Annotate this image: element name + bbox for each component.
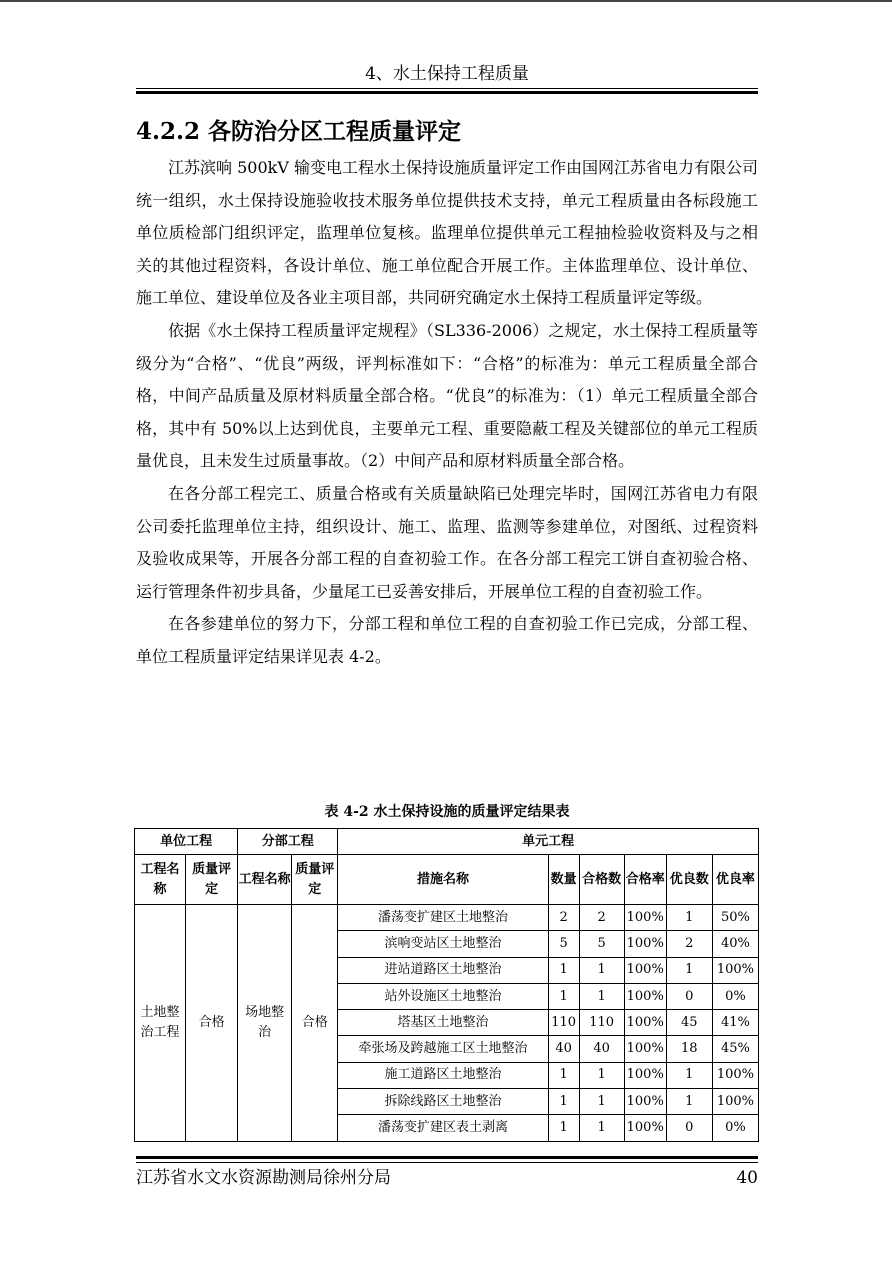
table-column-header-row <box>135 855 759 905</box>
cell-count: 2 <box>548 905 579 931</box>
group-header-unit: 单位工程 <box>135 829 238 855</box>
col-header-measure: 措施名称 <box>338 855 548 905</box>
cell-measure: 塔基区土地整治 <box>338 1010 548 1036</box>
cell-excellent-rate: 0% <box>712 1115 758 1141</box>
cell-measure: 潘荡变扩建区表土剥离 <box>338 1115 548 1141</box>
cell-pass-rate: 100% <box>624 1089 666 1115</box>
cell-qualified: 110 <box>579 1010 624 1036</box>
cell-pass-rate: 100% <box>624 1036 666 1062</box>
col-header-excellent-rate: 优良率 <box>712 855 758 905</box>
footer-rule-thick <box>136 1156 758 1159</box>
cell-count: 5 <box>548 931 579 957</box>
cell-qualified: 2 <box>579 905 624 931</box>
cell-excellent: 18 <box>666 1036 712 1062</box>
cell-qualified: 1 <box>579 983 624 1009</box>
table-group-header-row <box>135 829 759 855</box>
cell-count: 110 <box>548 1010 579 1036</box>
col-header-sub-grade: 质量评定 <box>292 855 338 905</box>
cell-pass-rate: 100% <box>624 1115 666 1141</box>
cell-pass-rate: 100% <box>624 1062 666 1088</box>
paragraph-1: 江苏滨响 500kV 输变电工程水土保持设施质量评定工作由国网江苏省电力有限公司统一组织，水土保持设施验收技术服务单位提供技术支持，单元工程质量由各标段施工单位质检部门组织评定，监理单位复核。监理单位提供单元工程抽检验收资料及与之相关的其他过程资料，各设计单位、施工单位配合开展工作。主体监理单位、设计单位、施工单位、建设单位及各业主项目部，共同研究确定水土保持工程质量评定等级。 <box>136 158 758 308</box>
cell-excellent-rate: 50% <box>712 905 758 931</box>
cell-qualified: 1 <box>579 957 624 983</box>
cell-excellent: 1 <box>666 957 712 983</box>
cell-count: 1 <box>548 1062 579 1088</box>
cell-measure: 潘荡变扩建区土地整治 <box>338 905 548 931</box>
cell-qualified: 1 <box>579 1089 624 1115</box>
cell-excellent: 2 <box>666 931 712 957</box>
col-header-excellent: 优良数 <box>666 855 712 905</box>
cell-measure: 拆除线路区土地整治 <box>338 1089 548 1115</box>
cell-count: 1 <box>548 983 579 1009</box>
cell-excellent-rate: 45% <box>712 1036 758 1062</box>
cell-excellent: 45 <box>666 1010 712 1036</box>
cell-measure: 站外设施区土地整治 <box>338 983 548 1009</box>
unit-project-name: 土地整治工程 <box>135 905 186 1142</box>
paragraph-3: 在各分部工程完工、质量合格或有关质量缺陷已处理完毕时，国网江苏省电力有限公司委托监理单位主持，组织设计、施工、监理、监测等参建单位，对图纸、过程资料及验收成果等，开展各分部工程的自查初验工作。在各分部工程完工饼自查初验合格、运行管理条件初步具备，少量尾工已妥善安排后，开展单位工程的自查初验工作。 <box>136 483 758 601</box>
sub-project-grade: 合格 <box>292 905 338 1142</box>
col-header-unit-name: 工程名称 <box>135 855 186 905</box>
cell-measure: 施工道路区土地整治 <box>338 1062 548 1088</box>
cell-measure: 进站道路区土地整治 <box>338 957 548 983</box>
cell-count: 40 <box>548 1036 579 1062</box>
table-row <box>135 905 759 931</box>
col-header-qualified: 合格数 <box>579 855 624 905</box>
cell-qualified: 1 <box>579 1115 624 1141</box>
table-caption: 表 4-2 水土保持设施的质量评定结果表 <box>324 804 570 820</box>
cell-count: 1 <box>548 1115 579 1141</box>
cell-excellent: 1 <box>666 1089 712 1115</box>
cell-pass-rate: 100% <box>624 905 666 931</box>
page-number: 40 <box>736 1168 758 1188</box>
header-rule-thin <box>136 88 758 89</box>
header-rule-thick <box>136 91 758 94</box>
cell-excellent: 0 <box>666 1115 712 1141</box>
cell-measure: 牵张场及跨越施工区土地整治 <box>338 1036 548 1062</box>
group-header-element: 单元工程 <box>338 829 759 855</box>
sub-project-name: 场地整治 <box>238 905 292 1142</box>
cell-pass-rate: 100% <box>624 957 666 983</box>
cell-excellent: 1 <box>666 905 712 931</box>
paragraph-2: 依据《水土保持工程质量评定规程》（SL336-2006）之规定，水土保持工程质量等级分为“合格”、“优良”两级，评判标准如下：“合格”的标准为：单元工程质量全部合格，中间产品质量及原材料质量全部合格。“优良”的标准为：（1）单元工程质量全部合格，其中有 50%以上达到优良，主要单元工程、重要隐蔽工程及关键部位的单元工程质量优良，且未发生过质量事故。（2）中间产品和原材料质量全部合格。 <box>136 320 758 471</box>
cell-excellent: 0 <box>666 983 712 1009</box>
col-header-count: 数量 <box>548 855 579 905</box>
section-title: 4.2.2 各防治分区工程质量评定 <box>136 118 462 145</box>
cell-pass-rate: 100% <box>624 983 666 1009</box>
group-header-sub: 分部工程 <box>238 829 338 855</box>
cell-excellent-rate: 0% <box>712 983 758 1009</box>
cell-excellent-rate: 100% <box>712 1089 758 1115</box>
cell-excellent-rate: 40% <box>712 931 758 957</box>
paragraph-4: 在各参建单位的努力下，分部工程和单位工程的自查初验工作已完成，分部工程、单位工程质量评定结果详见表 4-2。 <box>136 614 758 666</box>
unit-project-grade: 合格 <box>186 905 238 1142</box>
cell-excellent-rate: 41% <box>712 1010 758 1036</box>
col-header-sub-name: 工程名称 <box>238 855 292 905</box>
cell-qualified: 5 <box>579 931 624 957</box>
cell-qualified: 1 <box>579 1062 624 1088</box>
cell-pass-rate: 100% <box>624 1010 666 1036</box>
col-header-unit-grade: 质量评定 <box>186 855 238 905</box>
col-header-pass-rate: 合格率 <box>624 855 666 905</box>
cell-count: 1 <box>548 957 579 983</box>
cell-measure: 滨响变站区土地整治 <box>338 931 548 957</box>
footer-rule-thin <box>136 1162 758 1163</box>
cell-excellent-rate: 100% <box>712 957 758 983</box>
footer-organization: 江苏省水文水资源勘测局徐州分局 <box>136 1168 391 1188</box>
cell-excellent-rate: 100% <box>712 1062 758 1088</box>
cell-excellent: 1 <box>666 1062 712 1088</box>
cell-count: 1 <box>548 1089 579 1115</box>
quality-results-table <box>134 828 759 1142</box>
running-header: 4、水土保持工程质量 <box>365 64 529 84</box>
cell-pass-rate: 100% <box>624 931 666 957</box>
body-text <box>136 152 758 674</box>
page-top-border <box>0 0 892 2</box>
cell-qualified: 40 <box>579 1036 624 1062</box>
